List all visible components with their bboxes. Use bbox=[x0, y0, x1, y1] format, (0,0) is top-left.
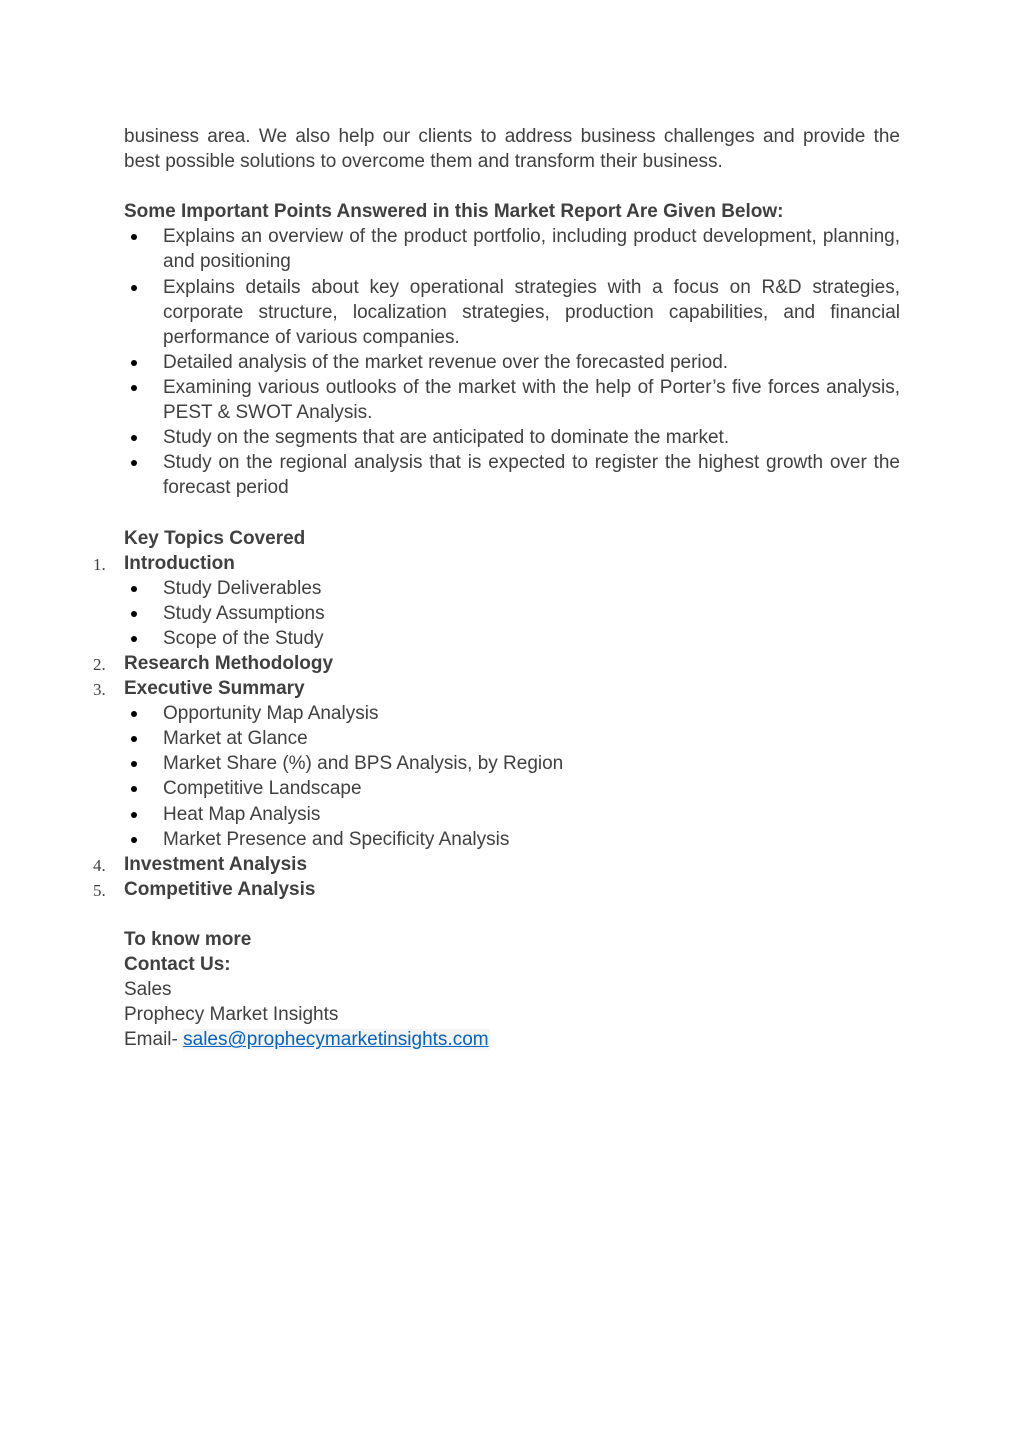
bullet-icon bbox=[131, 812, 137, 818]
spacer bbox=[124, 500, 900, 525]
list-item: Explains an overview of the product portfolio, including product development, planning, and positioning bbox=[124, 224, 900, 274]
introduction-subitems bbox=[124, 576, 900, 651]
topic-section-executive-summary bbox=[93, 676, 900, 701]
bullet-icon bbox=[131, 435, 137, 441]
section-number: 3. bbox=[93, 680, 106, 700]
list-item: Market Presence and Specificity Analysis bbox=[124, 827, 900, 852]
bullet-icon bbox=[131, 460, 137, 466]
know-more-heading: To know more bbox=[124, 929, 252, 950]
bullet-icon bbox=[131, 360, 137, 366]
topic-section-introduction bbox=[93, 551, 900, 576]
spacer bbox=[124, 174, 900, 199]
intro-paragraph: business area. We also help our clients to address business challenges and provide the best possible solutions to overcome them and transform their business. bbox=[124, 126, 900, 173]
list-item: Heat Map Analysis bbox=[124, 802, 900, 827]
points-list bbox=[124, 224, 900, 500]
email-label: Email- bbox=[124, 1029, 184, 1051]
list-item: Competitive Landscape bbox=[124, 776, 900, 801]
bullet-icon bbox=[131, 234, 137, 240]
topic-section-research-methodology bbox=[93, 651, 900, 676]
section-number: 1. bbox=[93, 554, 106, 574]
points-heading: Some Important Points Answered in this Market Report Are Given Below: bbox=[124, 201, 784, 223]
list-item: Scope of the Study bbox=[124, 626, 900, 651]
bullet-icon bbox=[131, 636, 137, 642]
bullet-icon bbox=[131, 761, 137, 767]
section-number: 4. bbox=[93, 855, 106, 875]
section-title: Investment Analysis bbox=[124, 853, 308, 875]
bullet-icon bbox=[131, 611, 137, 617]
contact-company: Prophecy Market Insights bbox=[124, 1004, 339, 1026]
list-item: Study Assumptions bbox=[124, 601, 900, 626]
bullet-icon bbox=[131, 285, 137, 291]
list-item: Study Deliverables bbox=[124, 576, 900, 601]
section-number: 2. bbox=[93, 654, 106, 674]
section-title: Research Methodology bbox=[124, 652, 334, 674]
section-title: Executive Summary bbox=[124, 678, 305, 700]
bullet-icon bbox=[131, 586, 137, 592]
spacer bbox=[124, 902, 900, 927]
document-body bbox=[93, 124, 900, 1052]
list-item: Detailed analysis of the market revenue over the forecasted period. bbox=[124, 350, 900, 375]
list-item: Explains details about key operational strategies with a focus on R&D strategies, corporate structure, localization strategies, production capabilities, and financial performance of various companies. bbox=[124, 275, 900, 350]
section-title: Introduction bbox=[124, 552, 235, 574]
section-title: Competitive Analysis bbox=[124, 878, 316, 900]
bullet-icon bbox=[131, 837, 137, 843]
list-item: Market at Glance bbox=[124, 726, 900, 751]
bullet-icon bbox=[131, 385, 137, 391]
topics-heading: Key Topics Covered bbox=[124, 527, 306, 549]
executive-summary-subitems bbox=[124, 701, 900, 852]
contact-department: Sales bbox=[124, 979, 172, 1001]
list-item: Study on the regional analysis that is expected to register the highest growth over the forecast period bbox=[124, 450, 900, 500]
bullet-icon bbox=[131, 736, 137, 742]
list-item: Market Share (%) and BPS Analysis, by Region bbox=[124, 751, 900, 776]
section-number: 5. bbox=[93, 880, 106, 900]
email-link[interactable]: sales@prophecymarketinsights.com bbox=[183, 1029, 489, 1051]
bullet-icon bbox=[131, 711, 137, 717]
list-item: Opportunity Map Analysis bbox=[124, 701, 900, 726]
topic-section-investment-analysis bbox=[93, 852, 900, 877]
list-item: Study on the segments that are anticipated to dominate the market. bbox=[124, 425, 900, 450]
list-item: Examining various outlooks of the market with the help of Porter’s five forces analysis, PEST & SWOT Analysis. bbox=[124, 375, 900, 425]
bullet-icon bbox=[131, 786, 137, 792]
topic-section-competitive-analysis bbox=[93, 877, 900, 902]
contact-email-line bbox=[124, 1027, 900, 1052]
contact-us-heading: Contact Us: bbox=[124, 954, 231, 976]
